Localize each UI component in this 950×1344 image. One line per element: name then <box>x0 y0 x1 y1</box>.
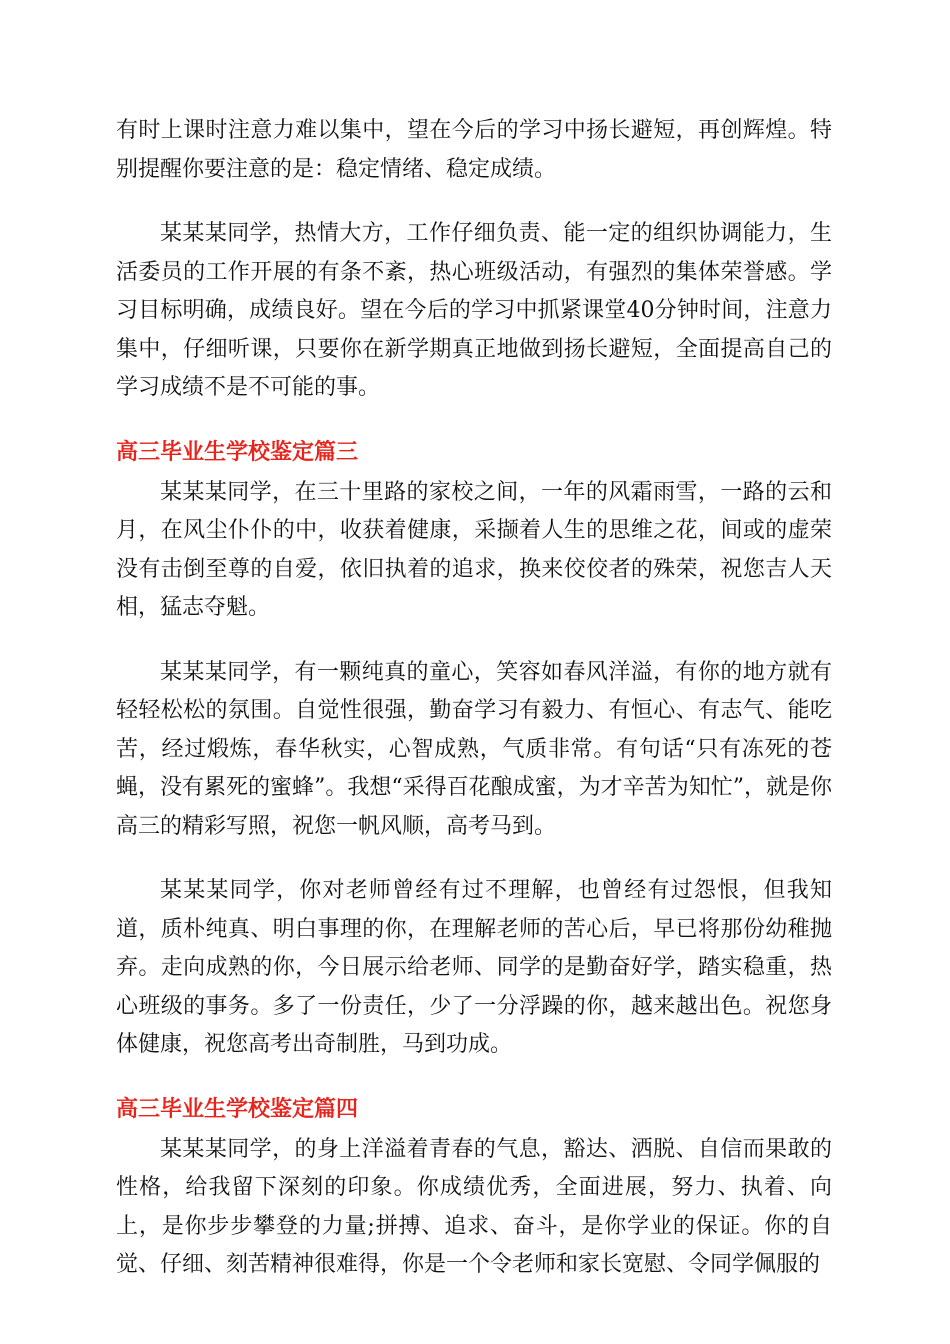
paragraph: 某某某同学，你对老师曾经有过不理解，也曾经有过怨恨，但我知道，质朴纯真、明白事理的你，在理解老师的苦心后，早已将那份幼稚抛弃。走向成熟的你，今日展示给老师、同学的是勤奋好学，踏实稳重，热心班级的事务。多了一份责任，少了一分浮躁的你，越来越出色。祝您身体健康，祝您高考出奇制胜，马到功成。 <box>116 878 832 1057</box>
paragraph: 某某某同学，在三十里路的家校之间，一年的风霜雨雪，一路的云和月，在风尘仆仆的中，收获着健康，采撷着人生的思维之花，间或的虚荣没有击倒至尊的自爱，依旧执着的追求，换来佼佼者的殊荣，祝您吉人天相，猛志夺魁。 <box>116 479 832 620</box>
document-page <box>116 112 832 1311</box>
paragraph: 某某某同学，有一颗纯真的童心，笑容如春风洋溢，有你的地方就有轻轻松松的氛围。自觉性很强，勤奋学习有毅力、有恒心、有志气、能吃苦，经过煅炼，春华秋实，心智成熟，气质非常。有句话“只有冻死的苍蝇，没有累死的蜜蜂”。我想“采得百花酿成蜜，为才辛苦为知忙”，就是你高三的精彩写照，祝您一帆风顺，高考马到。 <box>116 659 832 839</box>
paragraph: 有时上课时注意力难以集中，望在今后的学习中扬长避短，再创辉煌。特别提醒你要注意的是：稳定情绪、稳定成绩。 <box>116 118 832 182</box>
section-heading: 高三毕业生学校鉴定篇三 <box>116 439 359 465</box>
paragraph: 某某某同学，热情大方，工作仔细负责、能一定的组织协调能力，生活委员的工作开展的有条不紊，热心班级活动，有强烈的集体荣誉感。学习目标明确，成绩良好。望在今后的学习中抓紧课堂40分钟时间，注意力集中，仔细听课，只要你在新学期真正地做到扬长避短，全面提高自己的学习成绩不是不可能的事。 <box>116 221 832 400</box>
section-heading: 高三毕业生学校鉴定篇四 <box>116 1096 359 1122</box>
paragraph: 某某某同学，的身上洋溢着青春的气息，豁达、洒脱、自信而果敢的性格，给我留下深刻的印象。你成绩优秀，全面进展，努力、执着、向上，是你步步攀登的力量;拼搏、追求、奋斗，是你学业的保证。你的自觉、仔细、刻苦精神很难得，你是一个令老师和家长宽慰、令同学佩服的 <box>116 1136 832 1277</box>
